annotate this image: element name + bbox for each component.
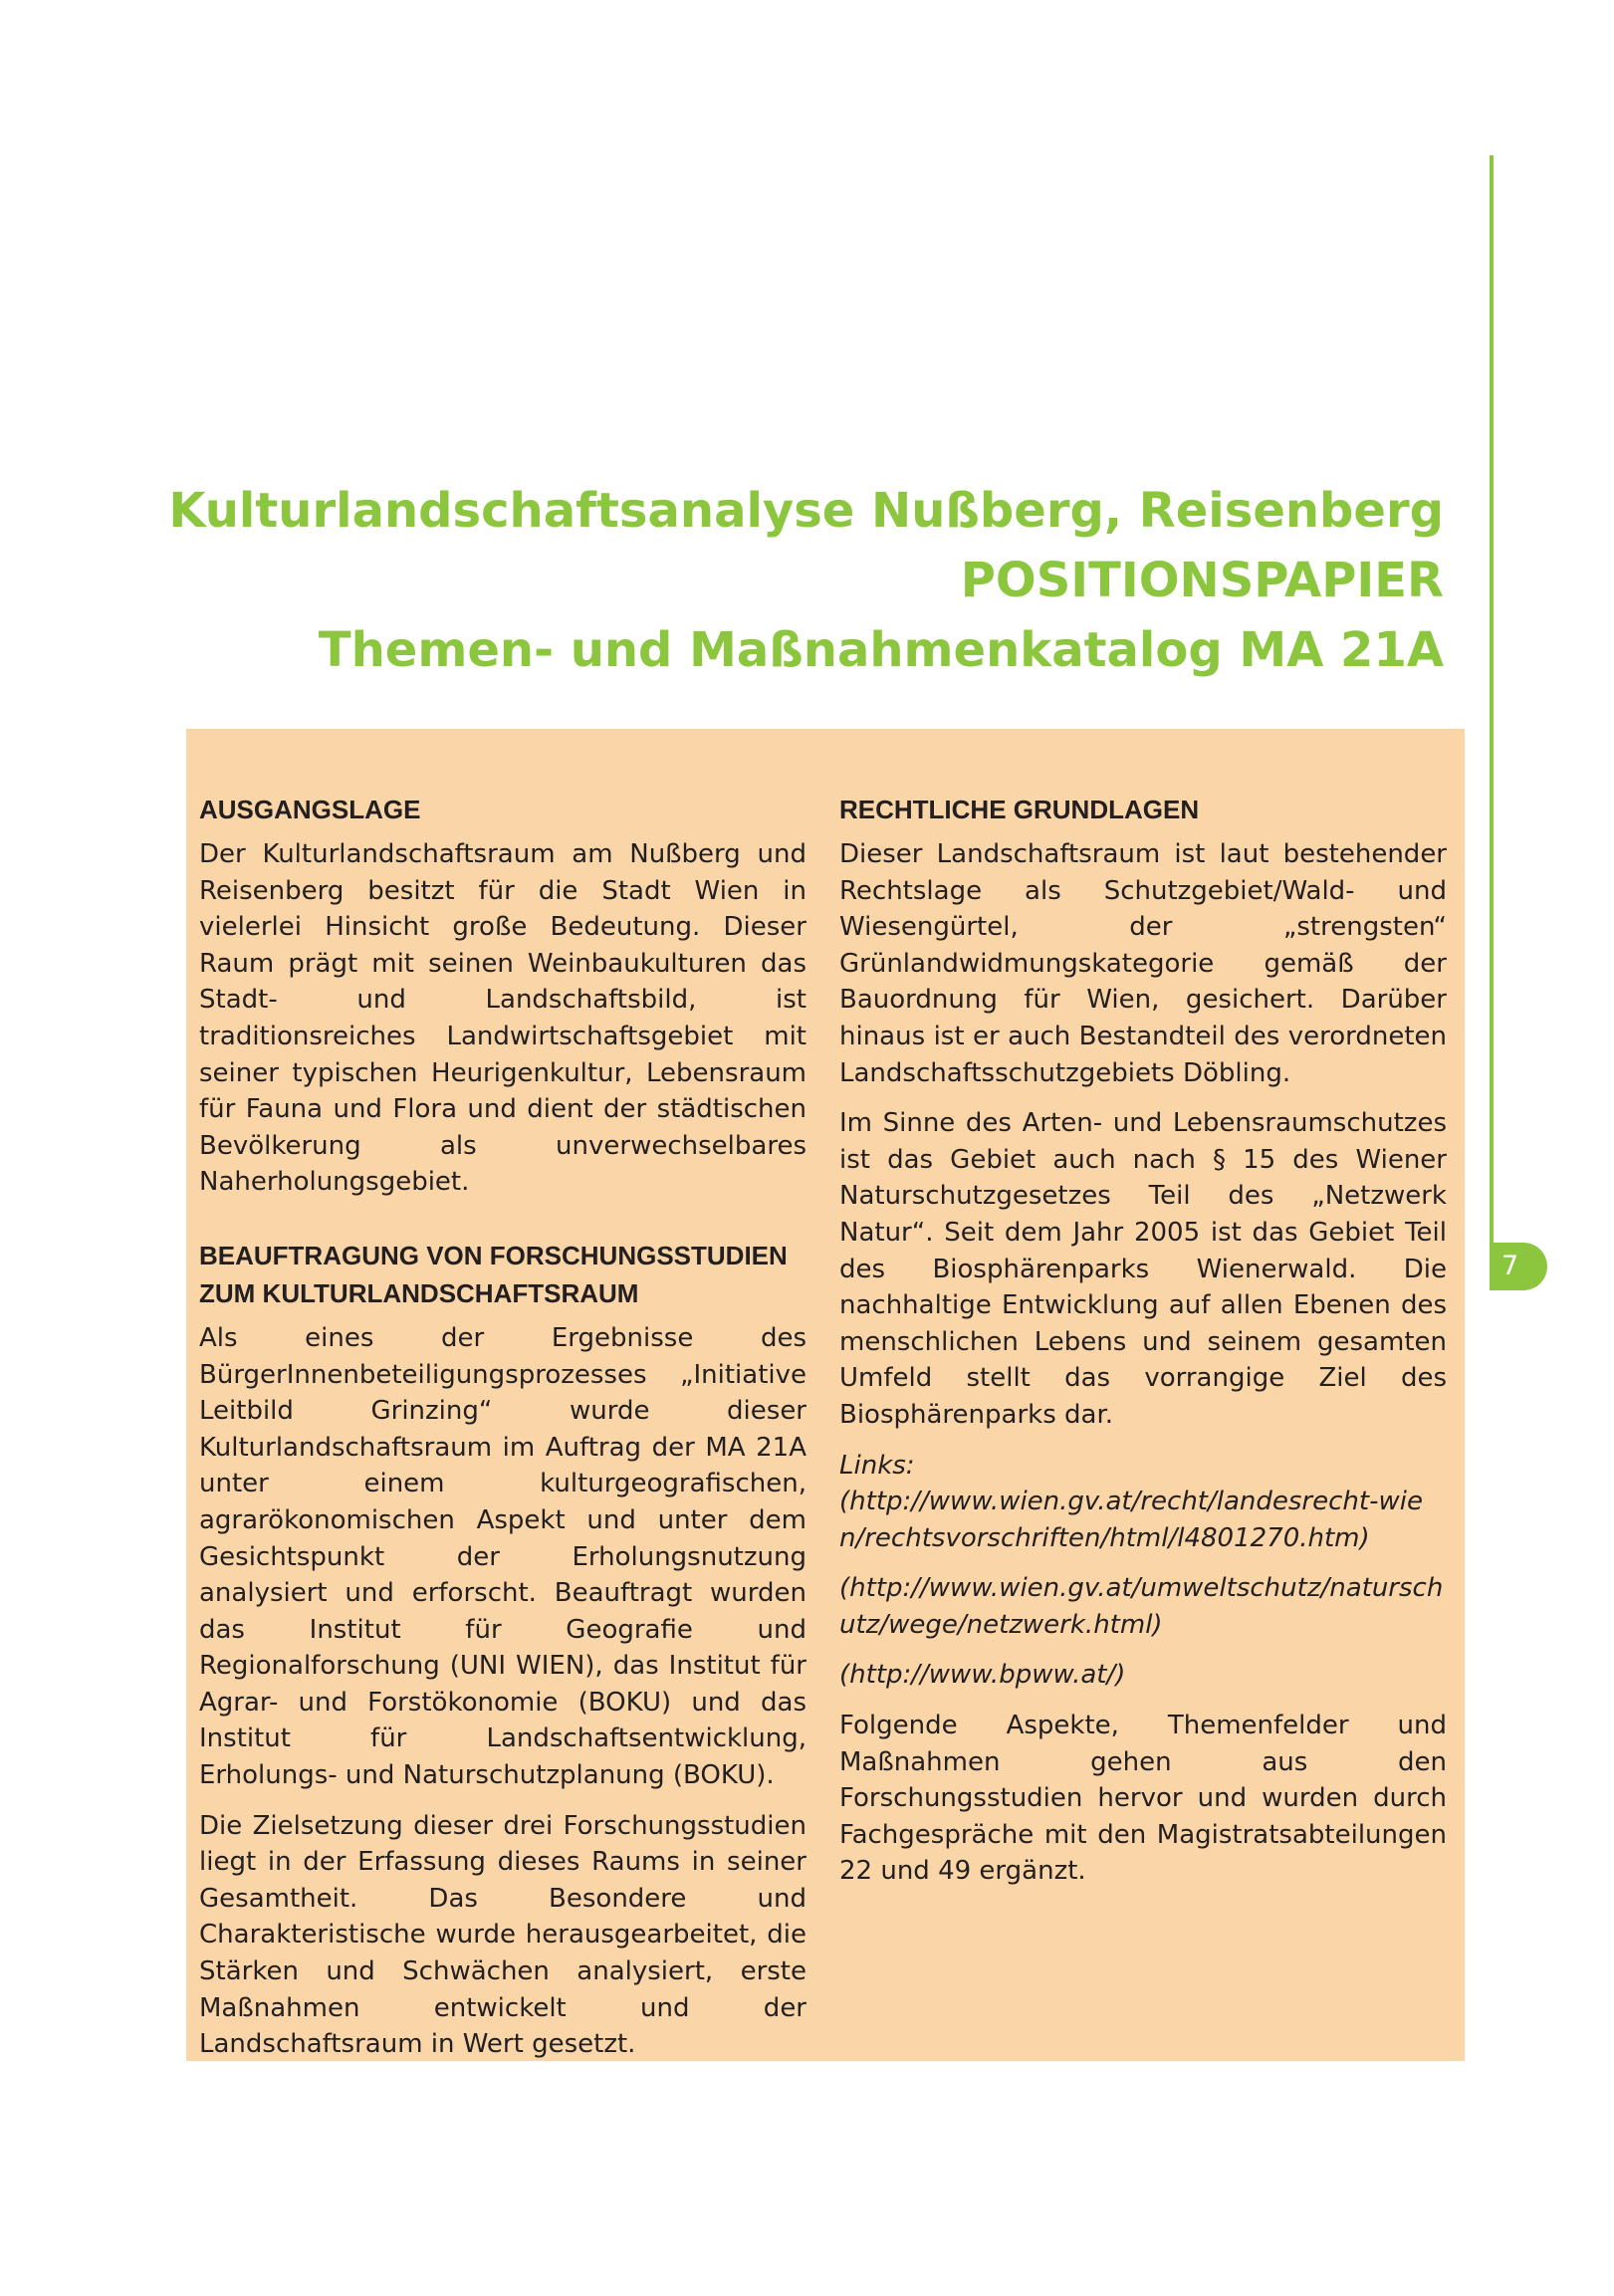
page-title — [149, 476, 1444, 685]
heading-beauftragung: BEAUFTRAGUNG VON FORSCHUNGSSTUDIEN ZUM KULTURLANDSCHAFTSRAUM — [199, 1240, 788, 1308]
heading-ausgangslage: AUSGANGSLAGE — [199, 795, 421, 824]
title-line-1: Kulturlandschaftsanalyse Nußberg, Reisenberg — [168, 483, 1444, 539]
paragraph-artenschutz: Im Sinne des Arten- und Lebensraumschutzes ist das Gebiet auch nach § 15 des Wiener Naturschutzgesetzes Teil des „Netzwerk Natur“. Seit dem Jahr 2005 ist das Gebiet Teil des Biosphärenparks Wienerwald. Die nachhaltige Entwicklung auf allen Ebenen des menschlichen Lebens und seinem gesamten Umfeld stellt das vorrangige Ziel des Biosphärenparks dar. — [839, 1108, 1447, 1430]
title-line-3: Themen- und Maßnahmenkatalog MA 21A — [318, 622, 1444, 678]
page-number-badge: 7 — [1490, 1243, 1547, 1290]
link-bpww[interactable]: (http://www.bpww.at/) — [839, 1660, 1126, 1691]
left-column — [199, 791, 807, 2077]
paragraph-folgende-aspekte: Folgende Aspekte, Themenfelder und Maßnahmen gehen aus den Forschungsstudien hervor und wurden durch Fachgespräche mit den Magistratsabteilungen 22 und 49 ergänzt. — [839, 1711, 1447, 1887]
paragraph-rechtslage: Dieser Landschaftsraum ist laut bestehender Rechtslage als Schutzgebiet/Wald- und Wiesengürtel, der „strengsten“ Grünlandwidmungskategorie gemäß der Bauordnung für Wien, gesichert. Darüber hinaus ist er auch Bestandteil des verordneten Landschaftsschutzgebiets Döbling. — [839, 839, 1447, 1088]
links-label: Links: — [839, 1450, 915, 1481]
link-netzwerk-natur[interactable]: (http://www.wien.gv.at/umweltschutz/naturschutz/wege/netzwerk.html) — [839, 1573, 1444, 1640]
right-column — [839, 791, 1447, 1904]
paragraph-zielsetzung: Die Zielsetzung dieser drei Forschungsstudien liegt in der Erfassung dieses Raums in seiner Gesamtheit. Das Besondere und Charakteristische wurde herausgearbeitet, die Stärken und Schwächen analysiert, erste Maßnahmen entwickelt und der Landschaftsraum in Wert gesetzt. — [199, 1810, 807, 2060]
paragraph-ausgangslage: Der Kulturlandschaftsraum am Nußberg und Reisenberg besitzt für die Stadt Wien in vielerlei Hinsicht große Bedeutung. Dieser Raum prägt mit seinen Weinbaukulturen das Stadt- und Landschaftsbild, ist traditionsreiches Landwirtschaftsgebiet mit seiner typischen Heurigenkultur, Lebensraum für Fauna und Flora und dient der städtischen Bevölkerung als unverwechselbares Naherholungsgebiet. — [199, 839, 807, 1198]
content-box — [186, 729, 1465, 2061]
link-landesrecht[interactable]: (http://www.wien.gv.at/recht/landesrecht-wien/rechtsvorschriften/html/l4801270.htm) — [839, 1487, 1423, 1553]
margin-rule — [1490, 155, 1494, 1276]
heading-rechtliche-grundlagen: RECHTLICHE GRUNDLAGEN — [839, 795, 1200, 824]
title-line-2: POSITIONSPAPIER — [960, 553, 1444, 608]
paragraph-beauftragung: Als eines der Ergebnisse des BürgerInnenbeteiligungsprozesses „Initiative Leitbild Grinzing“ wurde dieser Kulturlandschaftsraum im Auftrag der MA 21A unter einem kulturgeografischen, agrarökonomischen Aspekt und unter dem Gesichtspunkt der Erholungsnutzung analysiert und erforscht. Beauftragt wurden das Institut für Geografie und Regionalforschung (UNI WIEN), das Institut für Agrar- und Forstökonomie (BOKU) und das Institut für Landschaftsentwicklung, Erholungs- und Naturschutzplanung (BOKU). — [199, 1322, 807, 1791]
